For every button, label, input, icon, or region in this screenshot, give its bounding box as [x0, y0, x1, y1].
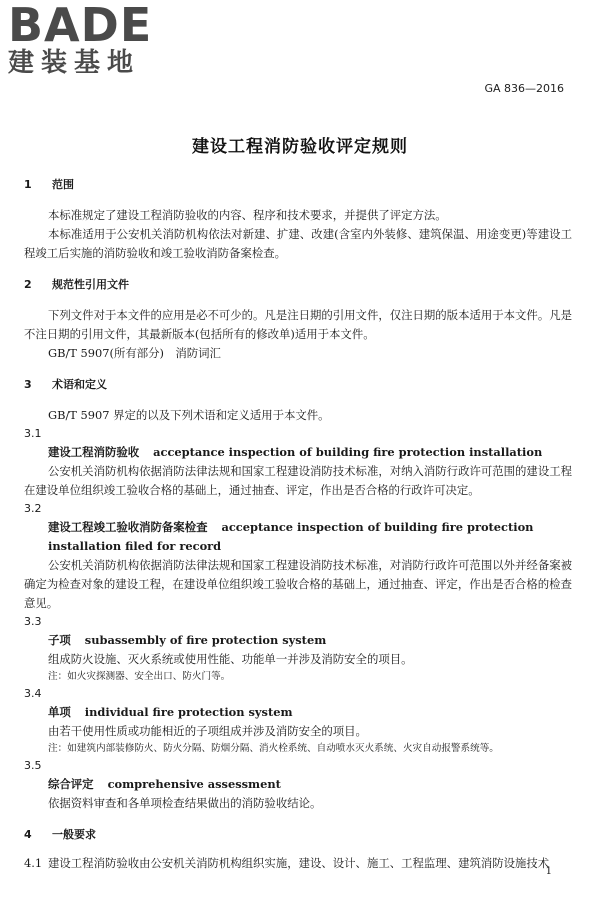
clause-paragraph: [24, 854, 572, 873]
section-number: 1: [24, 178, 32, 191]
term-chinese: 建设工程竣工验收消防备案检查: [48, 520, 208, 534]
term-chinese: 建设工程消防验收: [48, 445, 140, 459]
term-heading: [24, 775, 572, 794]
term-number: 3.3: [24, 615, 42, 628]
term-chinese: 子项: [48, 633, 71, 647]
term-heading: [24, 443, 572, 462]
section-1-heading: [24, 176, 572, 192]
term-english: subassembly of fire protection system: [84, 633, 327, 647]
normative-reference: GB/T 5907(所有部分) 消防词汇: [48, 346, 221, 360]
term-english: acceptance inspection of building fire protection installation filed for record: [48, 520, 534, 553]
term-chinese: 单项: [48, 705, 71, 719]
section-3-heading: [24, 376, 572, 392]
section-title: 规范性引用文件: [52, 278, 129, 291]
section-title: 范围: [52, 178, 74, 191]
term-note: 注：如火灾探测器、安全出口、防火门等。: [48, 671, 231, 682]
logo-latin-text: BADE: [8, 0, 153, 52]
term-heading: [24, 703, 572, 722]
section-number: 3: [24, 378, 32, 391]
clause-text: 建设工程消防验收由公安机关消防机构组织实施，建设、设计、施工、工程监理、建筑消防设施技术: [48, 856, 550, 870]
section-4-heading: [24, 826, 572, 842]
term-chinese: 综合评定: [48, 777, 94, 791]
section-number: 4: [24, 828, 32, 841]
term-english: comprehensive assessment: [107, 777, 281, 791]
logo-chinese-text: 建装基地: [8, 48, 141, 78]
section-title: 术语和定义: [52, 378, 107, 391]
paragraph: GB/T 5907 界定的以及下列术语和定义适用于本文件。: [48, 408, 330, 422]
term-definition: 组成防火设施、灭火系统或使用性能、功能单一并涉及消防安全的项目。: [48, 652, 413, 666]
section-title: 一般要求: [52, 828, 96, 841]
paragraph: 本标准规定了建设工程消防验收的内容、程序和技术要求，并提供了评定方法。: [48, 208, 447, 222]
section-2-heading: [24, 276, 572, 292]
term-note: 注：如建筑内部装修防火、防火分隔、防烟分隔、消火栓系统、自动喷水灭火系统、火灾自动报警系统等。: [48, 743, 499, 754]
term-definition: 依据资料审查和各单项检查结果做出的消防验收结论。: [48, 796, 322, 810]
standard-number: GA 836—2016: [484, 82, 564, 95]
term-heading: [24, 631, 572, 650]
term-english: individual fire protection system: [84, 705, 293, 719]
term-english: acceptance inspection of building fire protection installation: [153, 445, 543, 459]
document-body: [24, 176, 572, 873]
clause-number: 4.1: [24, 856, 43, 870]
term-number: 3.4: [24, 687, 42, 700]
term-definition: 公安机关消防机构依据消防法律法规和国家工程建设消防技术标准，对纳入消防行政许可范围的建设工程在建设单位组织竣工验收合格的基础上，通过抽查、评定，作出是否合格的行政许可决定。: [24, 464, 572, 497]
term-definition: 由若干使用性质或功能相近的子项组成并涉及消防安全的项目。: [48, 724, 367, 738]
paragraph: 本标准适用于公安机关消防机构依法对新建、扩建、改建(含室内外装修、建筑保温、用途变更)等建设工程竣工后实施的消防验收和竣工验收消防备案检查。: [24, 227, 572, 260]
term-heading: [24, 518, 572, 556]
bade-logo: [8, 2, 178, 78]
page-number: 1: [545, 866, 552, 877]
section-number: 2: [24, 278, 32, 291]
term-number: 3.5: [24, 759, 42, 772]
document-title: 建设工程消防验收评定规则: [192, 137, 408, 157]
term-definition: 公安机关消防机构依据消防法律法规和国家工程建设消防技术标准，对消防行政许可范围以外并经备案被确定为检查对象的建设工程，在建设单位组织竣工验收合格的基础上，通过抽查、评定，作出是否合格的检查意见。: [24, 558, 572, 610]
term-number: 3.2: [24, 502, 42, 515]
term-number: 3.1: [24, 427, 42, 440]
paragraph: 下列文件对于本文件的应用是必不可少的。凡是注日期的引用文件，仅注日期的版本适用于本文件。凡是不注日期的引用文件，其最新版本(包括所有的修改单)适用于本文件。: [24, 308, 572, 341]
